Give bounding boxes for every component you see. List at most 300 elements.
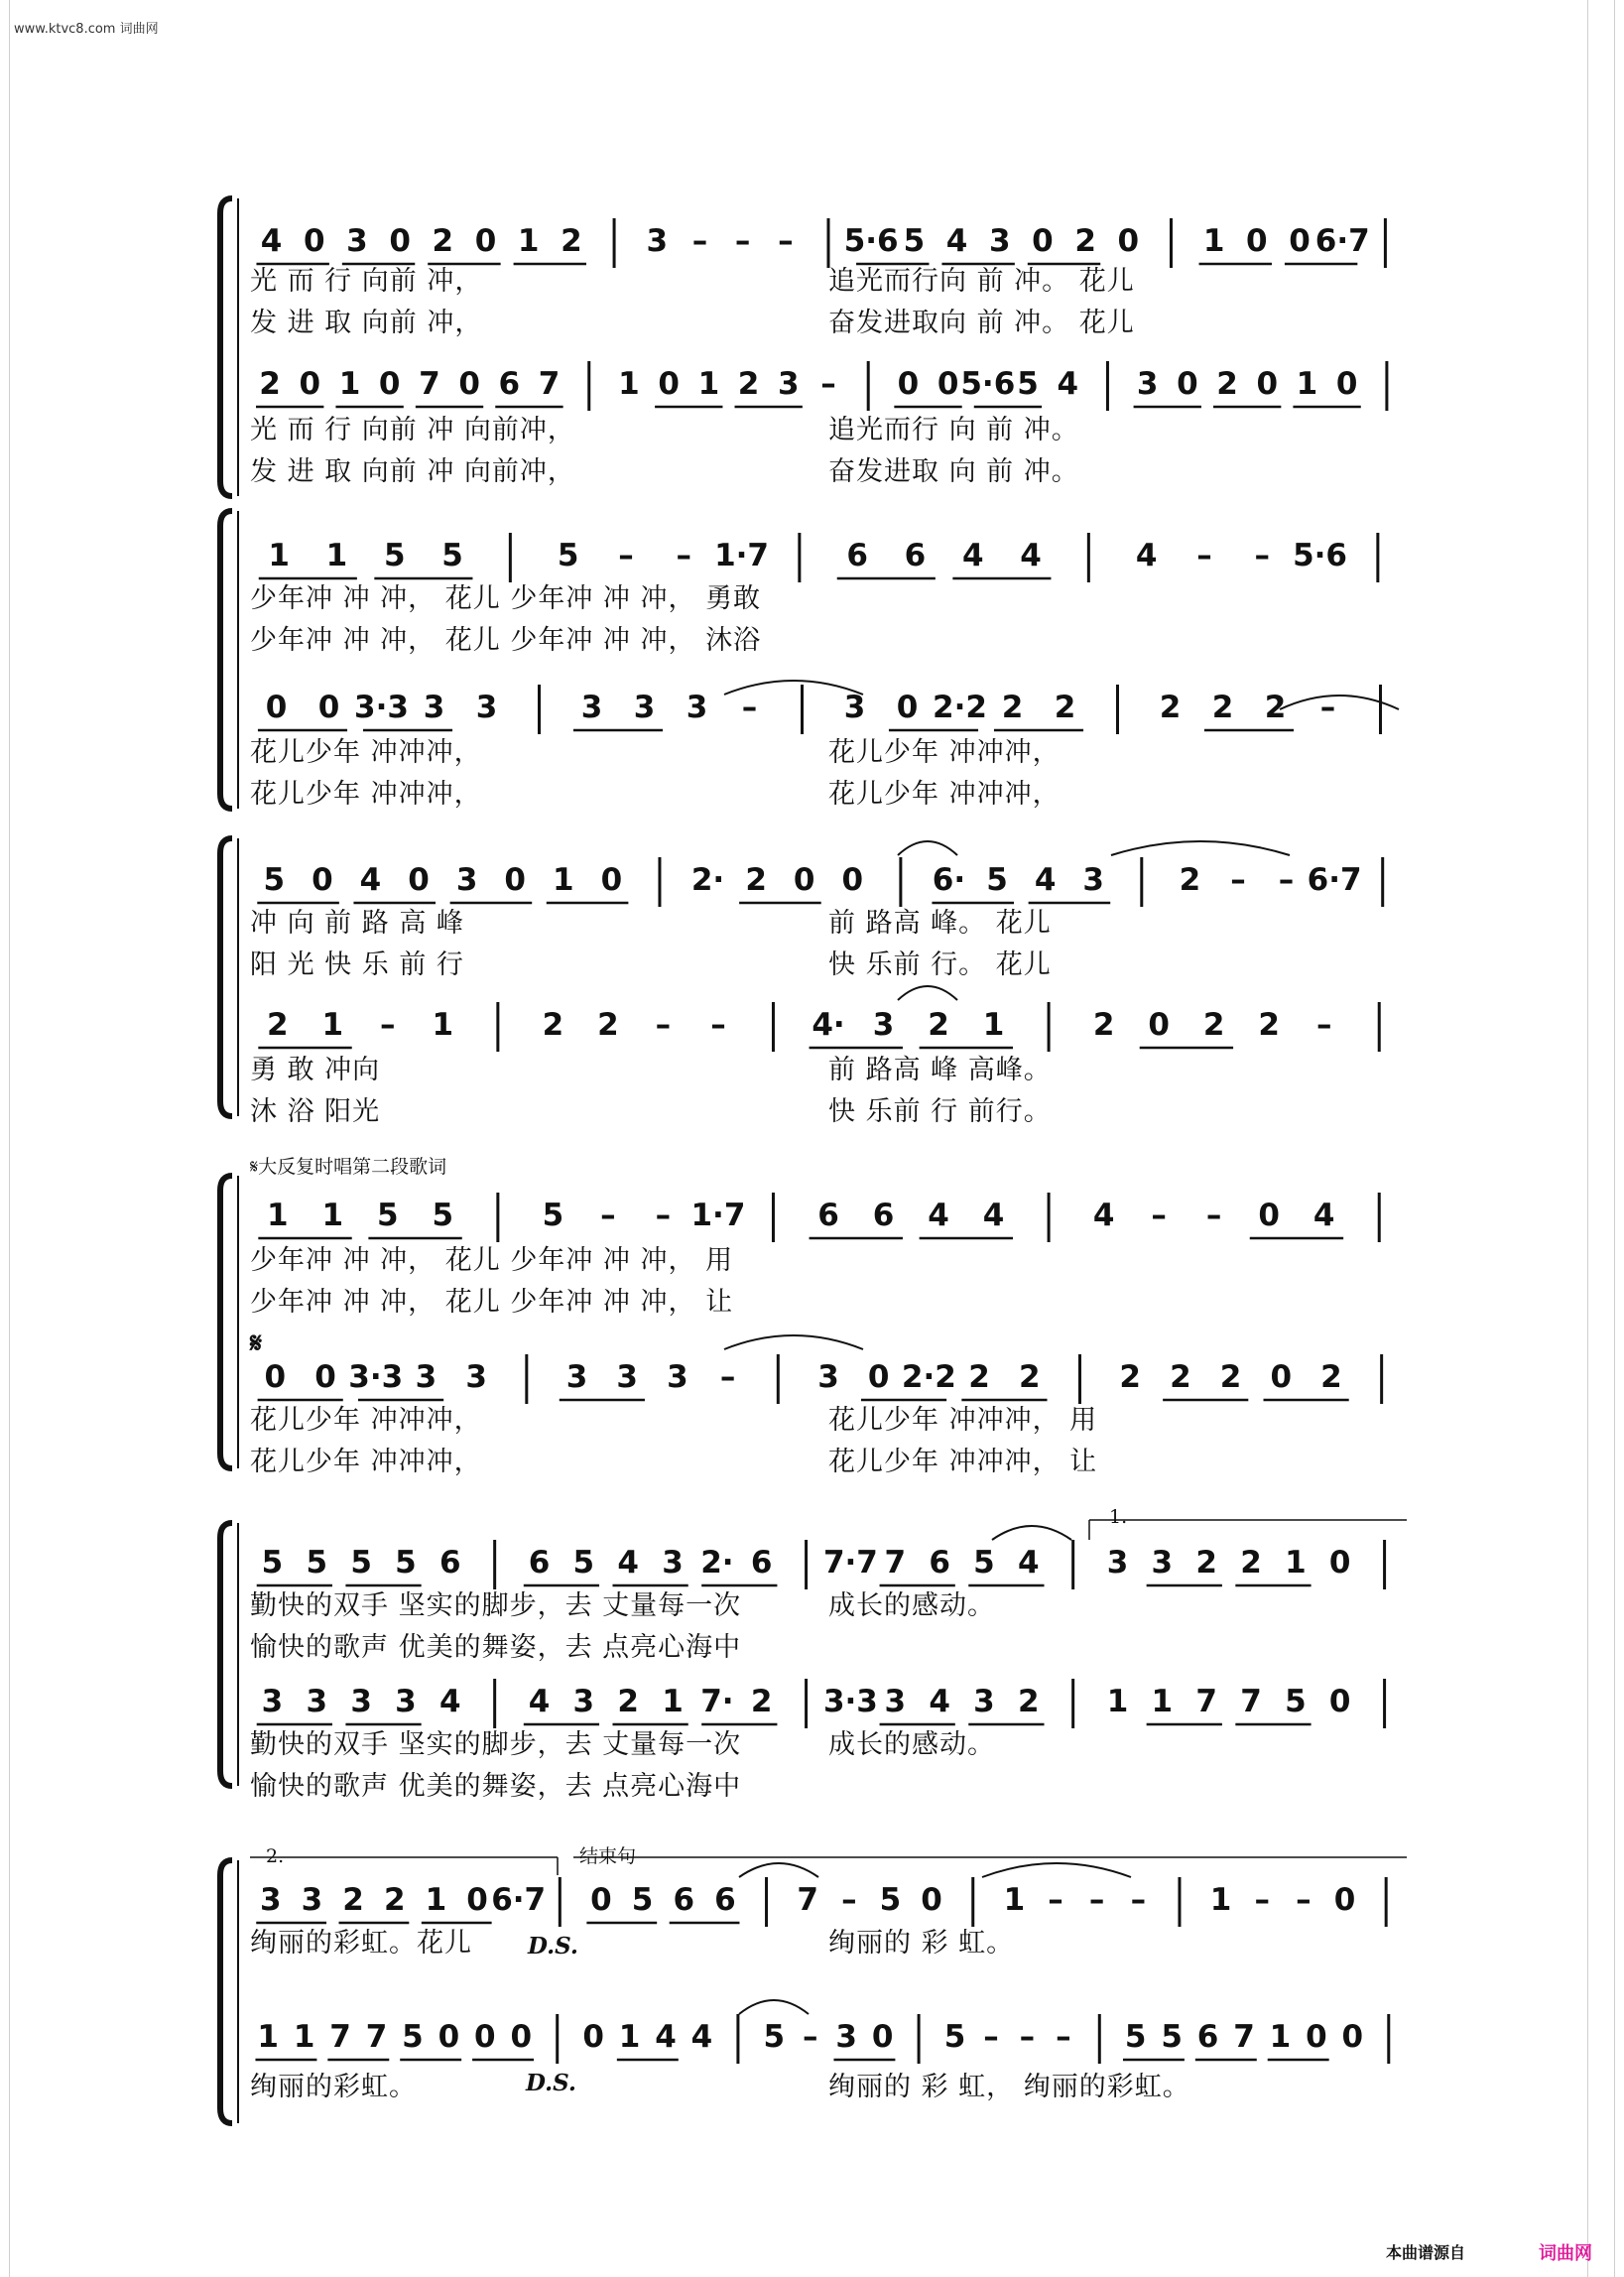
- note: 6: [750, 1545, 773, 1581]
- slur: [898, 841, 957, 855]
- lyric-line: 绚丽的 彩 虹。: [828, 1928, 1015, 1959]
- note: 4: [655, 2019, 677, 2055]
- note: 3: [423, 690, 445, 725]
- note: 0: [1328, 1684, 1351, 1719]
- note: 5: [395, 1545, 417, 1581]
- lyric-line: 绚丽的彩虹。花儿: [250, 1928, 472, 1959]
- note: 1: [257, 2019, 280, 2055]
- note: 1: [268, 538, 290, 573]
- note: –: [1196, 538, 1212, 573]
- note: 1: [1151, 1684, 1174, 1719]
- note: 0: [1341, 2019, 1364, 2055]
- note: 0: [582, 2019, 604, 2055]
- note: 2: [1240, 1545, 1262, 1581]
- note: 1: [321, 1198, 344, 1233]
- note: 6: [904, 538, 927, 573]
- note: 2: [1320, 1359, 1342, 1395]
- note: 6: [439, 1545, 461, 1581]
- note: –: [1296, 1882, 1312, 1918]
- note: 1: [1285, 1545, 1307, 1581]
- note: 5·6: [960, 366, 1016, 402]
- note: 1: [1202, 223, 1225, 259]
- note: 2: [266, 1007, 289, 1043]
- note: 2·2: [933, 690, 987, 725]
- note: 2: [342, 1882, 364, 1918]
- note: –: [734, 223, 751, 259]
- note: 2: [1202, 1007, 1225, 1043]
- slur: [724, 1335, 863, 1349]
- note: 3: [465, 1359, 487, 1395]
- lyric-line: 花儿少年 冲冲冲，: [250, 1447, 482, 1477]
- note: 0: [303, 223, 325, 259]
- note: 2·: [700, 1545, 734, 1581]
- note: 2: [561, 223, 582, 259]
- note: 3: [646, 223, 669, 259]
- lyric-line: 勇 敢 冲向: [250, 1055, 381, 1085]
- system-brace: [220, 1176, 232, 1468]
- lyric-line: 愉快的歌声 优美的舞姿，去 点亮心海中: [250, 1632, 742, 1663]
- note: 4: [439, 1684, 461, 1719]
- note: 2: [597, 1007, 619, 1043]
- note: –: [778, 223, 794, 259]
- note: 0: [1270, 1359, 1293, 1395]
- note: 6: [872, 1198, 895, 1233]
- note: 2: [1179, 862, 1201, 898]
- note: 7: [329, 2019, 351, 2055]
- note: 0: [841, 862, 864, 898]
- da-capo-note: 大反复时唱第二段歌词: [258, 1156, 447, 1178]
- note: 5: [879, 1882, 902, 1918]
- note: 0: [458, 366, 480, 402]
- note: 7: [797, 1882, 818, 1918]
- note: 6·7: [491, 1882, 547, 1918]
- lyric-line: 花儿少年 冲冲冲，: [250, 1405, 482, 1436]
- note: 1: [1296, 366, 1318, 402]
- ending-label: 结束句: [579, 1845, 637, 1867]
- note: 2: [737, 366, 760, 402]
- note: 1: [1209, 1882, 1232, 1918]
- note: 0: [312, 862, 333, 898]
- lyric-line: 光 而 行 向前 冲 向前冲，: [250, 415, 575, 445]
- note: 0: [937, 366, 959, 402]
- note: 3: [843, 690, 866, 725]
- lyric-line: 勤快的双手 坚实的脚步，去 丈量每一次: [250, 1590, 742, 1621]
- note: 4: [928, 1198, 949, 1233]
- note: 1: [325, 538, 348, 573]
- system-brace: [220, 511, 232, 809]
- lyric-line: 愉快的歌声 优美的舞姿，去 点亮心海中: [250, 1771, 742, 1802]
- note: 3: [973, 1684, 995, 1719]
- note: 0: [590, 1882, 612, 1918]
- note: 3: [455, 862, 478, 898]
- note: 3: [1151, 1545, 1174, 1581]
- lyric-line: 花儿少年 冲冲冲， 让: [828, 1447, 1098, 1477]
- note: 4: [359, 862, 382, 898]
- note: 4: [945, 223, 968, 259]
- ds-marking-upper: D.S.: [528, 1933, 578, 1960]
- volta-1-label: 1.: [1109, 1506, 1128, 1528]
- note: 1: [697, 366, 720, 402]
- system-brace: [220, 1860, 232, 2123]
- note: 1·7: [690, 1198, 746, 1233]
- note: –: [676, 538, 691, 573]
- note: 6: [673, 1882, 695, 1918]
- note: 0: [264, 1359, 287, 1395]
- note: 0: [389, 223, 411, 259]
- note: 4: [1057, 366, 1079, 402]
- note: –: [719, 1359, 736, 1395]
- note: 4: [690, 2019, 713, 2055]
- note: 0: [265, 690, 288, 725]
- note: 1: [293, 2019, 315, 2055]
- slur: [739, 2000, 809, 2014]
- note: 1: [982, 1007, 1005, 1043]
- note: –: [841, 1882, 857, 1918]
- note: 0: [658, 366, 680, 402]
- note: 5: [631, 1882, 654, 1918]
- note: –: [1230, 862, 1246, 898]
- note: –: [1048, 1882, 1063, 1918]
- note: 6: [498, 366, 521, 402]
- lyric-line: 少年冲 冲 冲， 花儿 少年冲 冲 冲， 让: [250, 1287, 734, 1318]
- note: 1: [618, 366, 640, 402]
- note: 3·3: [348, 1359, 404, 1395]
- note: 2: [1211, 690, 1234, 725]
- note: –: [1019, 2019, 1036, 2055]
- note: 4: [1020, 538, 1042, 573]
- lyric-line: 少年冲 冲 冲， 花儿 少年冲 冲 冲， 用: [250, 1245, 734, 1276]
- note: 2: [928, 1007, 949, 1043]
- site-name: 词曲网: [119, 22, 159, 37]
- ds-marking-lower: D.S.: [526, 2070, 576, 2096]
- note: 2: [259, 366, 281, 402]
- note: 5: [903, 223, 926, 259]
- note: 4: [260, 223, 283, 259]
- note: –: [1205, 1198, 1222, 1233]
- note: 2: [1001, 690, 1024, 725]
- note: –: [691, 223, 708, 259]
- note: 5: [441, 538, 463, 573]
- note: 6: [1196, 2019, 1219, 2055]
- slur: [1111, 841, 1290, 855]
- note: 3: [261, 1684, 284, 1719]
- note: 5: [1161, 2019, 1183, 2055]
- note: –: [600, 1198, 616, 1233]
- note: –: [710, 1007, 726, 1043]
- note: 2: [1258, 1007, 1280, 1043]
- note: 6: [817, 1198, 839, 1233]
- footer-brand: 词曲网: [1539, 2243, 1592, 2264]
- note: 2: [1170, 1359, 1191, 1395]
- note: 7: [365, 2019, 388, 2055]
- note: –: [1151, 1198, 1167, 1233]
- note: 3: [1136, 366, 1159, 402]
- note: 3: [686, 690, 708, 725]
- slur: [982, 1863, 1131, 1877]
- lyric-line: 沐 浴 阳光: [250, 1096, 381, 1127]
- site-url: www.ktvc8.com: [14, 22, 116, 37]
- note: 3: [777, 366, 800, 402]
- note: 0: [408, 862, 430, 898]
- note: 3: [346, 223, 368, 259]
- lyric-line: 少年冲 冲 冲， 花儿 少年冲 冲 冲， 沐浴: [250, 625, 762, 656]
- note: 3: [1106, 1545, 1129, 1581]
- lyric-line: 勤快的双手 坚实的脚步，去 丈量每一次: [250, 1729, 742, 1760]
- note: 0: [600, 862, 623, 898]
- segno-da-capo-note: [250, 1158, 446, 1177]
- note: 2: [1054, 690, 1076, 725]
- note: 2: [383, 1882, 406, 1918]
- note: 0: [1117, 223, 1140, 259]
- note: 0: [1335, 366, 1358, 402]
- note: 3: [817, 1359, 839, 1395]
- note: 3: [662, 1545, 684, 1581]
- note: 3: [395, 1684, 417, 1719]
- note: 5: [763, 2019, 786, 2055]
- note: 1: [517, 223, 540, 259]
- lyric-line: 冲 向 前 路 高 峰: [250, 908, 464, 939]
- note: 0: [299, 366, 321, 402]
- lyric-line: 光 而 行 向前 冲，: [250, 266, 483, 297]
- note: 0: [314, 1359, 336, 1395]
- note: 0: [378, 366, 401, 402]
- note: 0: [793, 862, 815, 898]
- note: 7: [1195, 1684, 1217, 1719]
- lyric-line: 奋发进取向 前 冲。 花儿: [828, 308, 1135, 338]
- note: 6: [528, 1545, 551, 1581]
- note: 2: [542, 1007, 564, 1043]
- note: 0: [466, 1882, 488, 1918]
- note: 5: [1124, 2019, 1147, 2055]
- note: –: [1088, 1882, 1105, 1918]
- note: 5: [261, 1545, 284, 1581]
- note: 3·3: [354, 690, 409, 725]
- note: –: [1278, 862, 1295, 898]
- note: 3: [350, 1684, 372, 1719]
- note: 3: [306, 1684, 328, 1719]
- note: 5: [542, 1198, 564, 1233]
- note: 1: [552, 862, 574, 898]
- note: –: [1254, 538, 1270, 573]
- note: 0: [896, 690, 919, 725]
- note: 7: [1240, 1684, 1262, 1719]
- note: –: [1315, 1007, 1332, 1043]
- note: 5·6: [843, 223, 899, 259]
- note: 6: [714, 1882, 736, 1918]
- note: 1: [321, 1007, 344, 1043]
- note: 0: [1177, 366, 1198, 402]
- segno-sign: 𝄋: [250, 1156, 259, 1178]
- note: 0: [317, 690, 340, 725]
- lyric-line: 花儿少年 冲冲冲， 用: [828, 1405, 1098, 1436]
- note: 0: [474, 223, 497, 259]
- note: 0: [921, 1882, 942, 1918]
- note: 2·2: [901, 1359, 956, 1395]
- note: 4: [1312, 1198, 1335, 1233]
- note: 5: [1285, 1684, 1307, 1719]
- note: 4: [1092, 1198, 1115, 1233]
- note: 5: [557, 538, 579, 573]
- slur: [724, 681, 863, 695]
- note: 3: [572, 1684, 595, 1719]
- note: 4: [528, 1684, 551, 1719]
- note: 2: [1074, 223, 1096, 259]
- note: 5·6: [1293, 538, 1348, 573]
- note: 0: [1148, 1007, 1170, 1043]
- note: 0: [1306, 2019, 1327, 2055]
- note: 1: [1106, 1684, 1129, 1719]
- note: –: [820, 366, 836, 402]
- note: 0: [867, 1359, 890, 1395]
- note: 2: [968, 1359, 990, 1395]
- note: –: [741, 690, 758, 725]
- note: 7: [419, 366, 440, 402]
- note: 1: [266, 1198, 289, 1233]
- note: 7·7: [822, 1545, 878, 1581]
- volta-2-label: 2.: [266, 1845, 285, 1867]
- note: 1: [425, 1882, 447, 1918]
- lyric-line: 追光而行向 前 冲。 花儿: [828, 266, 1135, 297]
- note: 5: [1017, 366, 1039, 402]
- lyric-line: 前 路高 峰。 花儿: [828, 908, 1052, 939]
- note: –: [618, 538, 634, 573]
- note: 7: [538, 366, 561, 402]
- note: 2: [617, 1684, 639, 1719]
- note: 5: [402, 2019, 424, 2055]
- note: 3: [633, 690, 656, 725]
- note: 7: [884, 1545, 907, 1581]
- note: 2: [432, 223, 454, 259]
- footer-source-label: 本曲谱源自: [1385, 2243, 1465, 2262]
- note: 0: [437, 2019, 460, 2055]
- lyric-line: 花儿少年 冲冲冲，: [250, 737, 482, 768]
- note: 4: [1034, 862, 1057, 898]
- note: 5: [263, 862, 286, 898]
- note: 3·3: [822, 1684, 878, 1719]
- lyric-line: 花儿少年 冲冲冲，: [828, 779, 1061, 810]
- note: 3: [580, 690, 603, 725]
- lyric-line: 快 乐前 行 前行。: [828, 1096, 1052, 1127]
- note: 6·7: [1314, 223, 1370, 259]
- note: 0: [1328, 1545, 1351, 1581]
- note: 2: [1018, 1359, 1041, 1395]
- lyric-line: 前 路高 峰 高峰。: [828, 1055, 1052, 1085]
- note: 7: [1233, 2019, 1255, 2055]
- note: 1: [618, 2019, 641, 2055]
- note: 2: [745, 862, 767, 898]
- note: 4: [1135, 538, 1158, 573]
- note: 4: [961, 538, 984, 573]
- note: 1: [1003, 1882, 1026, 1918]
- note: 5: [572, 1545, 595, 1581]
- note: 3: [667, 1359, 688, 1395]
- note: 4: [982, 1198, 1005, 1233]
- note: 3: [988, 223, 1011, 259]
- note: 5: [973, 1545, 995, 1581]
- note: –: [1319, 690, 1336, 725]
- note: –: [1130, 1882, 1147, 1918]
- note: 1: [662, 1684, 684, 1719]
- note: 5: [350, 1545, 372, 1581]
- slur: [898, 986, 957, 1000]
- note: 2: [1159, 690, 1182, 725]
- note: 3: [565, 1359, 588, 1395]
- note: –: [1254, 1882, 1270, 1918]
- note: 5: [943, 2019, 966, 2055]
- slur: [992, 1526, 1071, 1540]
- note: 1·7: [714, 538, 770, 573]
- slur: [739, 1863, 818, 1877]
- lyric-line: 追光而行 向 前 冲。: [828, 415, 1079, 445]
- note: 0: [1032, 223, 1054, 259]
- note: 6: [929, 1545, 950, 1581]
- lyric-line: 绚丽的 彩 虹， 绚丽的彩虹。: [828, 2072, 1190, 2102]
- note: 2·: [690, 862, 725, 898]
- note: 3: [1082, 862, 1104, 898]
- lyric-line: 绚丽的彩虹。: [250, 2072, 417, 2102]
- note: 4: [929, 1684, 950, 1719]
- lyric-line: 阳 光 快 乐 前 行: [250, 949, 464, 980]
- note: 4: [1018, 1545, 1040, 1581]
- note: 4: [617, 1545, 639, 1581]
- note: 2: [1264, 690, 1287, 725]
- lyric-line: 成长的感动。: [828, 1590, 995, 1621]
- note: 0: [474, 2019, 496, 2055]
- note: 0: [871, 2019, 894, 2055]
- note: 0: [1246, 223, 1268, 259]
- note: 3: [260, 1882, 282, 1918]
- system-brace: [220, 838, 232, 1116]
- note: 0: [1258, 1198, 1280, 1233]
- note: –: [1056, 2019, 1071, 2055]
- note: 3: [301, 1882, 323, 1918]
- note: –: [655, 1198, 672, 1233]
- note: 3: [872, 1007, 895, 1043]
- note: 1: [432, 1007, 454, 1043]
- note: –: [380, 1007, 396, 1043]
- segno-sign-lower: 𝄋: [250, 1327, 263, 1359]
- lyric-line: 发 进 取 向前 冲，: [250, 308, 483, 338]
- lyric-line: 花儿少年 冲冲冲，: [828, 737, 1061, 768]
- note: –: [655, 1007, 672, 1043]
- note: 5: [383, 538, 406, 573]
- note: 3: [835, 2019, 858, 2055]
- note: 5: [306, 1545, 328, 1581]
- note: 3: [475, 690, 498, 725]
- note: 5: [432, 1198, 454, 1233]
- note: 5: [377, 1198, 399, 1233]
- note: 2: [1018, 1684, 1040, 1719]
- note: 6·7: [1307, 862, 1362, 898]
- lyric-line: 发 进 取 向前 冲 向前冲，: [250, 456, 575, 487]
- note: 3: [616, 1359, 638, 1395]
- system-brace: [220, 198, 232, 496]
- note: 0: [1333, 1882, 1356, 1918]
- note: 2: [1092, 1007, 1115, 1043]
- system-brace: [220, 1523, 232, 1786]
- note: 1: [1269, 2019, 1292, 2055]
- lyric-line: 成长的感动。: [828, 1729, 995, 1760]
- note: 0: [897, 366, 920, 402]
- note: 2: [750, 1684, 773, 1719]
- note: 2: [1195, 1545, 1217, 1581]
- note: 7·: [700, 1684, 734, 1719]
- note: 2: [1216, 366, 1238, 402]
- note: 2: [1119, 1359, 1141, 1395]
- lyric-line: 花儿少年 冲冲冲，: [250, 779, 482, 810]
- note: 3: [415, 1359, 437, 1395]
- note: 0: [1256, 366, 1279, 402]
